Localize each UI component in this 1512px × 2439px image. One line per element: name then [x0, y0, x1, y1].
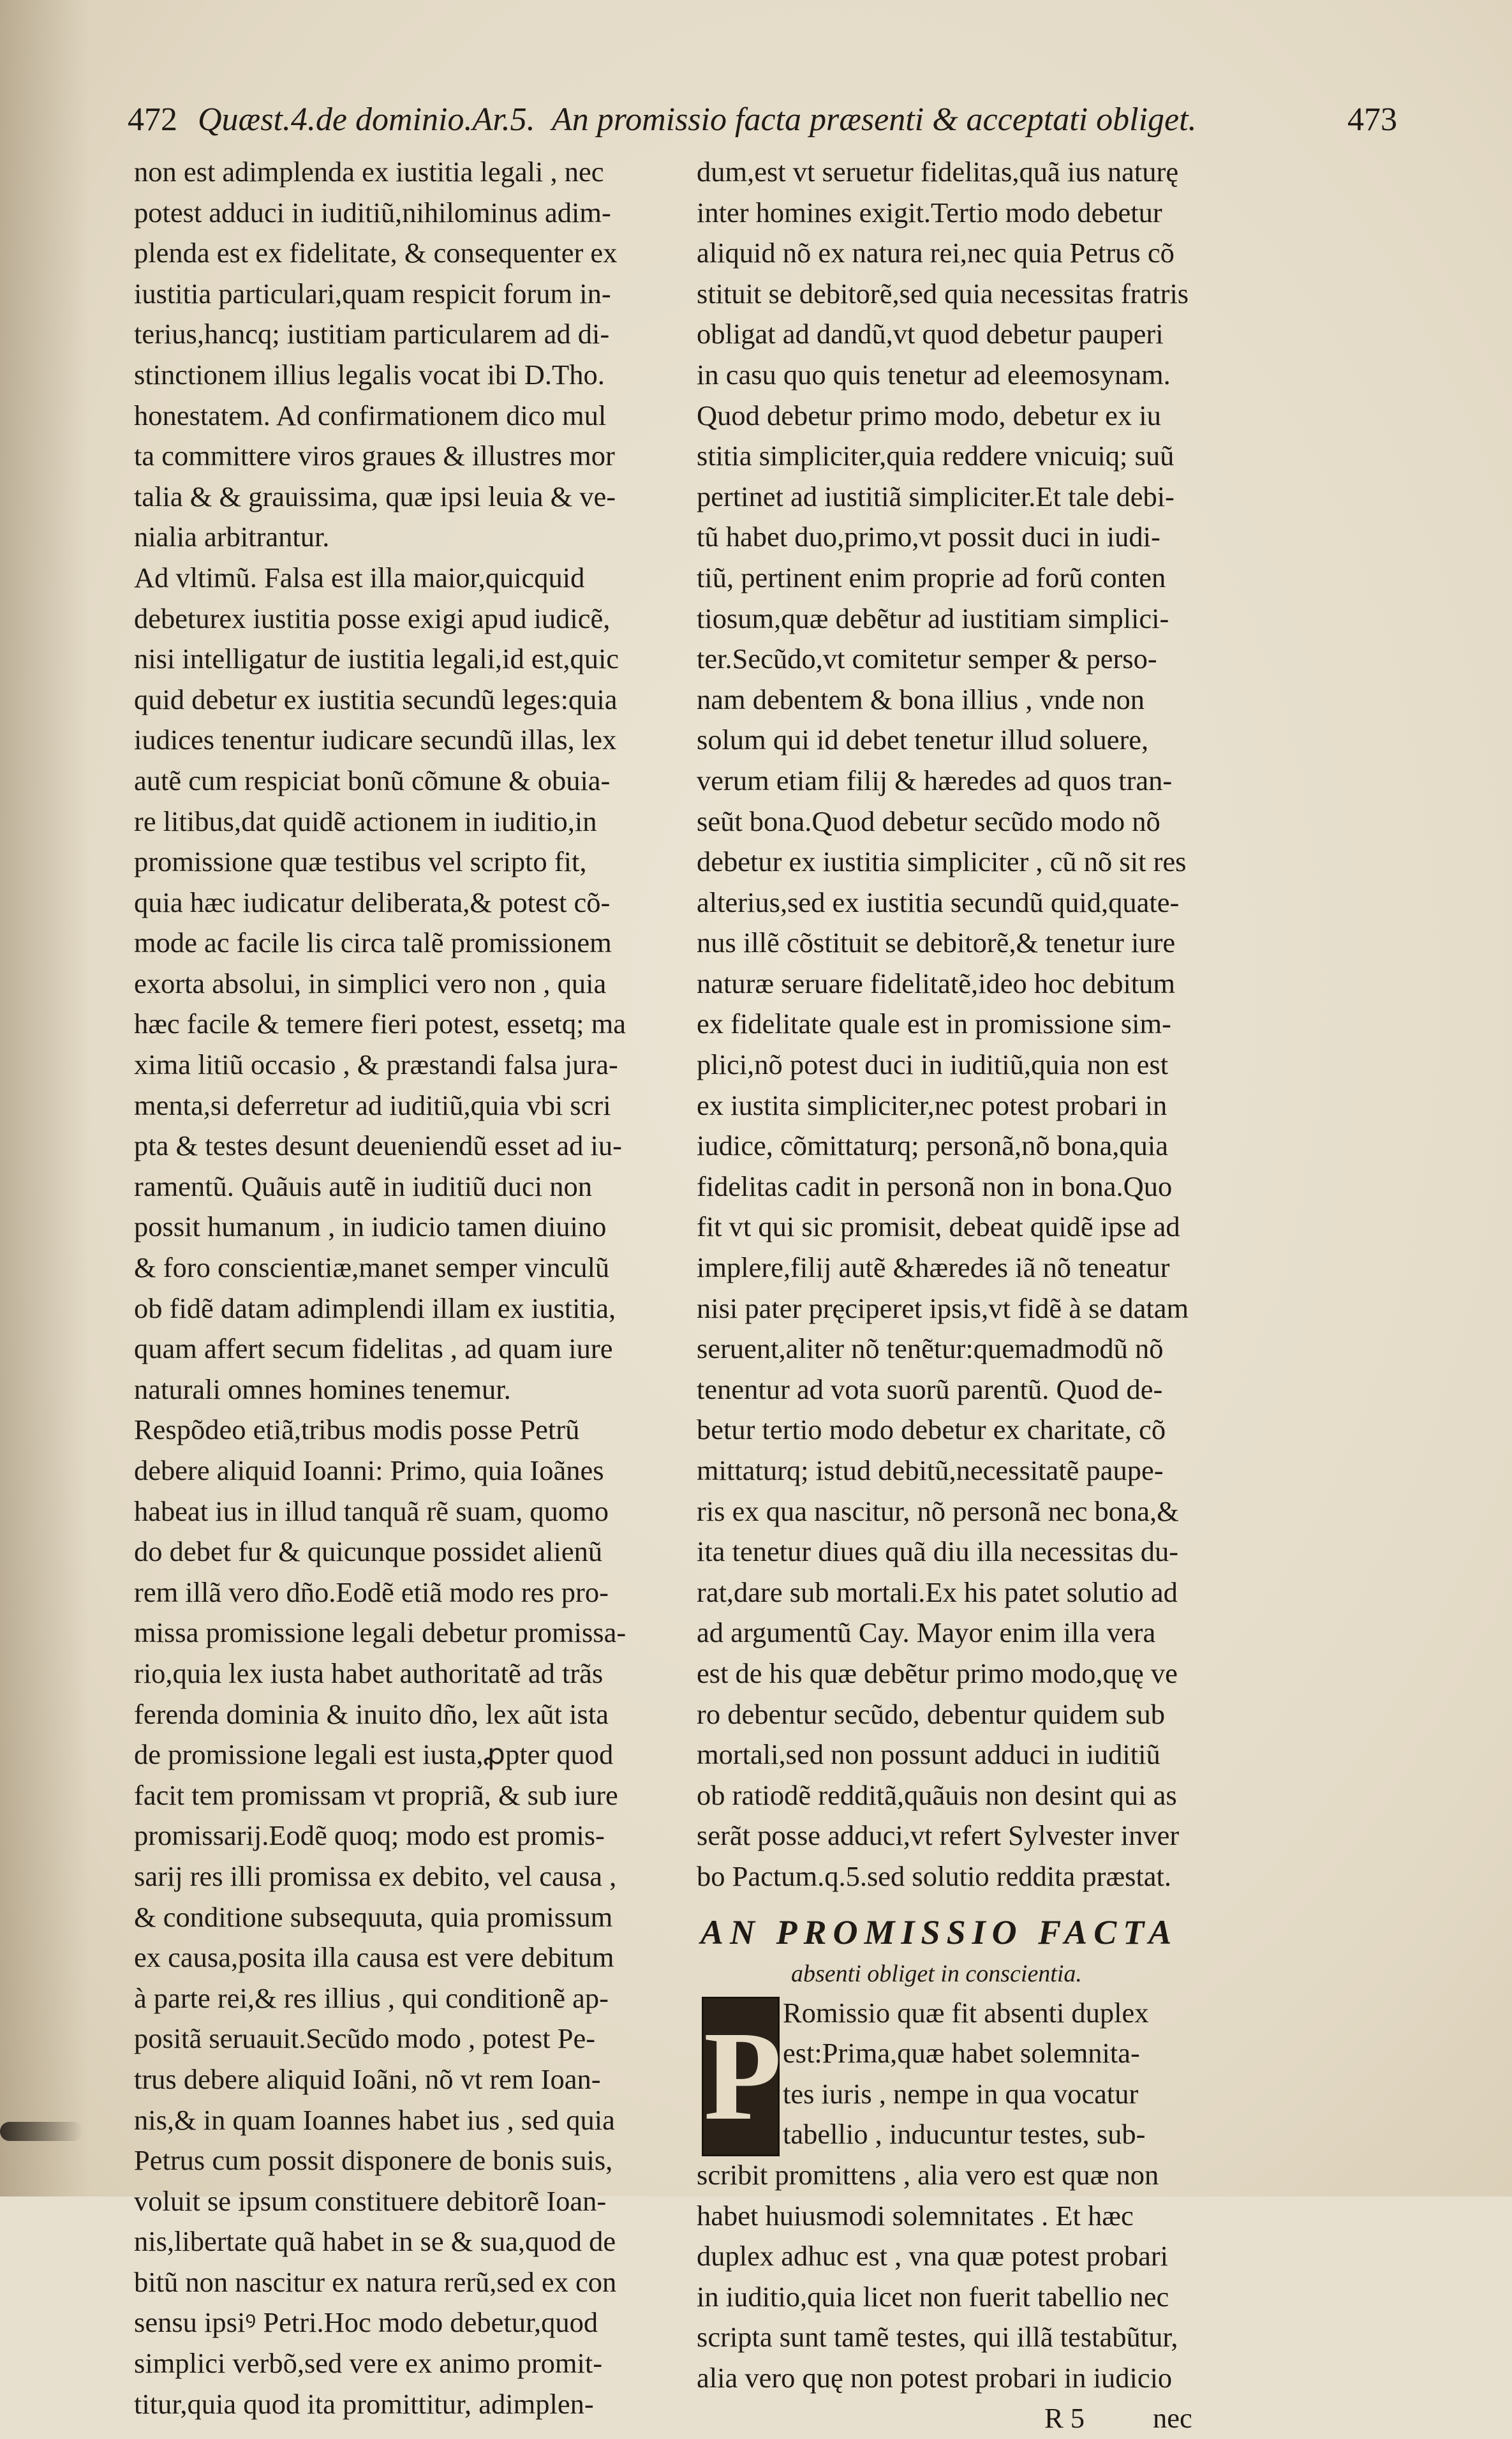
text-line: xima litiũ occasio , & præstandi falsa jura- [134, 1048, 618, 1081]
page-number-left: 472 [128, 101, 177, 138]
text-line: naturali omnes homines tenemur. [134, 1373, 511, 1405]
text-line: nis,& in quam Ioannes habet ius , sed quia [134, 2103, 615, 2136]
text-line: quia hæc iudicatur deliberata,& potest cõ- [134, 886, 611, 918]
text-line: scribit promittens , alia vero est quæ non [697, 2158, 1159, 2191]
text-line: tũ habet duo,primo,vt possit duci in iudi- [697, 521, 1160, 553]
running-title-left: Quæst.4.de dominio.Ar.5. [198, 101, 535, 138]
left-text-column [134, 152, 654, 2424]
text-line: dum,est vt seruetur fidelitas,quã ius naturę [697, 156, 1179, 188]
text-line: rem illã vero dño.Eodẽ etiã modo res pro- [134, 1576, 609, 1608]
text-line: mortali,sed non possunt adduci in iuditiũ [697, 1738, 1160, 1771]
text-line: ob ratiodẽ redditã,quãuis non desint qui as [697, 1779, 1177, 1811]
page-number-right: 473 [1347, 101, 1397, 138]
running-title-right: An promissio facta præsenti & acceptati obliget. [552, 101, 1197, 138]
text-line: est de his quæ debẽtur primo modo,quę ve [697, 1657, 1178, 1689]
text-line: ferenda dominia & inuito dño, lex aũt ista [134, 1697, 609, 1730]
text-line: fidelitas cadit in personã non in bona.Quo [697, 1170, 1173, 1202]
text-line: quid debetur ex iustitia secundũ leges:quia [134, 683, 618, 715]
text-line: verum etiam filij & hæredes ad quos tran- [697, 764, 1173, 796]
text-line: quam affert secum fidelitas , ad quam iure [134, 1332, 613, 1365]
text-line: ter.Secũdo,vt comitetur semper & perso- [697, 643, 1157, 675]
text-line: nialia arbitrantur. [134, 521, 330, 553]
text-line: plenda est ex fidelitate, & consequenter ex [134, 237, 618, 269]
text-line: habet huiusmodi solemnitates . Et hæc [697, 2199, 1134, 2232]
text-line: seũt bona.Quod debetur secũdo modo nõ [697, 805, 1160, 837]
text-line: ta committere viros graues & illustres mor [134, 440, 615, 472]
text-line: terius,hancq; iustitiam particularem ad di- [134, 318, 610, 350]
text-line: Ad vltimũ. Falsa est illa maior,quicquid [134, 561, 585, 593]
text-line: ex iustita simpliciter,nec potest probari in [697, 1089, 1167, 1121]
text-line: nisi intelligatur de iustitia legali,id est,quic [134, 643, 619, 675]
text-line: ro debentur secũdo, debentur quidem sub [697, 1697, 1166, 1730]
text-line: promissarij.Eodẽ quoq; modo est promis- [134, 1819, 605, 1852]
text-line: facit tem promissam vt propriã, & sub iure [134, 1779, 618, 1811]
catchword: nec [1153, 2402, 1192, 2435]
text-line: tes iuris , nempe in qua vocatur [783, 2077, 1139, 2110]
text-line: aliquid nõ ex natura rei,nec quia Petrus cõ [697, 237, 1175, 269]
text-line: iudice, cõmittaturq; personã,nõ bona,quia [697, 1130, 1168, 1162]
text-line: ad argumentũ Cay. Mayor enim illa vera [697, 1616, 1156, 1649]
text-line: simplici verbõ,sed vere ex animo promit- [134, 2347, 603, 2380]
text-line: in iuditio,quia licet non fuerit tabellio nec [697, 2280, 1169, 2313]
text-line: iustitia particulari,quam respicit forum in- [134, 277, 611, 310]
text-line: ob fidẽ datam adimplendi illam ex iustitia, [134, 1292, 616, 1324]
text-line: exorta absolui, in simplici vero non , quia [134, 967, 607, 999]
ink-smudge [0, 2122, 83, 2141]
signature-mark: R 5 [1044, 2402, 1085, 2435]
section-subtitle: absenti obliget in conscientia. [791, 1960, 1082, 1987]
text-line: promissione quæ testibus vel scripto fit, [134, 846, 587, 878]
text-line: tiosum,quæ debẽtur ad iustitiam simplici- [697, 602, 1169, 634]
text-line: trus debere aliquid Ioãni, nõ vt rem Ioan- [134, 2062, 601, 2095]
text-line: ex fidelitate quale est in promissione sim- [697, 1008, 1171, 1040]
text-line: autẽ cum respiciat bonũ cõmune & obuia- [134, 764, 611, 796]
text-line: stinctionem illius legalis vocat ibi D.Tho. [134, 358, 605, 391]
text-line: debeturex iustitia posse exigi apud iudicẽ, [134, 602, 611, 634]
text-line: nus illẽ cõstituit se debitorẽ,& tenetur iure [697, 927, 1176, 959]
text-line: iudices tenentur iudicare secundũ illas, lex [134, 724, 617, 756]
text-line: scripta sunt tamẽ testes, qui illã testabũtur, [697, 2321, 1178, 2353]
text-line: potest adduci in iuditiũ,nihilominus adim- [134, 196, 611, 228]
text-line: habeat ius in illud tanquã rẽ suam, quomo [134, 1495, 609, 1527]
text-line: tenentur ad vota suorũ parentũ. Quod de- [697, 1373, 1163, 1405]
text-line: nisi pater pręciperet ipsis,vt fidẽ à se datam [697, 1292, 1189, 1324]
text-line: titur,quia quod ita promittitur, adimplen- [134, 2387, 594, 2420]
text-line: positã seruauit.Secũdo modo , potest Pe- [134, 2022, 596, 2055]
text-line: rio,quia lex iusta habet authoritatẽ ad trãs [134, 1657, 604, 1689]
text-line: est:Prima,quæ habet solemnita- [783, 2037, 1140, 2070]
text-line: alia vero quę non potest probari in iudicio [697, 2361, 1173, 2394]
section-body [697, 1993, 1226, 2399]
text-line: plici,nõ potest duci in iuditiũ,quia non est [697, 1048, 1169, 1081]
text-line: do debet fur & quicunque possidet alienũ [134, 1535, 603, 1568]
text-line: debetur ex iustitia simpliciter , cũ nõ sit res [697, 846, 1187, 878]
text-line: bo Pactum.q.5.sed solutio reddita præstat. [697, 1860, 1172, 1892]
text-line: solum qui id debet tenetur illud soluere, [697, 724, 1149, 756]
text-line: sarij res illi promissa ex debito, vel causa , [134, 1860, 617, 1892]
text-line: tiũ, pertinent enim proprie ad forũ conten [697, 561, 1166, 593]
text-line: talia & & grauissima, quæ ipsi leuia & ve- [134, 480, 616, 512]
text-line: Respõdeo etiã,tribus modis posse Petrũ [134, 1413, 580, 1446]
text-line: sensu ipsiꝰ Petri.Hoc modo debetur,quod [134, 2306, 598, 2339]
text-line: mode ac facile lis circa talẽ promissionem [134, 927, 612, 959]
text-line: de promissione legali est iusta,ꝓpter quod [134, 1738, 614, 1771]
right-text-column [697, 152, 1226, 2439]
text-line: in casu quo quis tenetur ad eleemosynam. [697, 358, 1171, 391]
text-line: à parte rei,& res illius , qui conditionẽ ap- [134, 1981, 609, 2014]
text-line: non est adimplenda ex iustitia legali , nec [134, 156, 604, 188]
text-line: menta,si deferretur ad iuditiũ,quia vbi scri [134, 1089, 611, 1121]
text-line: missa promissione legali debetur promissa- [134, 1616, 626, 1649]
text-line: Romissio quæ fit absenti duplex [783, 1996, 1149, 2029]
text-line: & conditione subsequuta, quia promissum [134, 1900, 613, 1933]
text-line: serãt posse adduci,vt refert Sylvester inver [697, 1819, 1180, 1852]
text-line: nis,libertate quã habet in se & sua,quod de [134, 2225, 616, 2258]
text-line: ita tenetur diues quã diu illa necessitas du- [697, 1535, 1179, 1568]
signature-line [697, 2398, 1226, 2439]
text-line: re litibus,dat quidẽ actionem in iuditio,in [134, 805, 597, 837]
text-line: ramentũ. Quãuis autẽ in iuditiũ duci non [134, 1170, 593, 1202]
text-line: tabellio , inducuntur testes, sub- [783, 2118, 1146, 2151]
text-line: stituit se debitorẽ,sed quia necessitas fratris [697, 277, 1189, 310]
text-line: alterius,sed ex iustitia secundũ quid,quate- [697, 886, 1180, 918]
text-line: implere,filij autẽ &hæredes iã nõ teneatur [697, 1251, 1170, 1284]
text-line: ex causa,posita illa causa est vere debitum [134, 1941, 614, 1974]
right-column-top-text [697, 152, 1226, 1897]
text-line: Quod debetur primo modo, debetur ex iu [697, 399, 1161, 431]
section-title: AN PROMISSIO FACTA [700, 1913, 1178, 1951]
text-line: Petrus cum possit disponere de bonis suis, [134, 2144, 613, 2177]
text-line: pertinet ad iustitiã simpliciter.Et tale debi- [697, 480, 1175, 512]
text-line: voluit se ipsum constituere debitorẽ Ioan- [134, 2184, 607, 2217]
text-line: hæc facile & temere fieri potest, essetq; ma [134, 1008, 626, 1040]
text-line: & foro conscientiæ,manet semper vinculũ [134, 1251, 610, 1284]
text-line: stitia simpliciter,quia reddere vnicuiq; suũ [697, 440, 1175, 472]
text-line: honestatem. Ad confirmationem dico mul [134, 399, 607, 431]
text-line: possit humanum , in iudicio tamen diuino [134, 1211, 607, 1243]
text-line: inter homines exigit.Tertio modo debetur [697, 196, 1162, 228]
text-line: mittaturq; istud debitũ,necessitatẽ paupe- [697, 1454, 1164, 1486]
text-line: debere aliquid Ioanni: Primo, quia Ioãnes [134, 1454, 604, 1486]
running-header [128, 101, 1397, 152]
text-line: obligat ad dandũ,vt quod debetur pauperi [697, 318, 1164, 350]
binding-shadow [0, 0, 89, 2197]
text-line: betur tertio modo debetur ex charitate, cõ [697, 1413, 1166, 1446]
text-line: fit vt qui sic promisit, debeat quidẽ ipse ad [697, 1211, 1180, 1243]
text-line: ris ex qua nascitur, nõ personã nec bona,& [697, 1495, 1179, 1527]
decorated-initial: P [702, 1997, 780, 2156]
text-line: pta & testes desunt deueniendũ esset ad iu- [134, 1130, 622, 1162]
text-line: naturæ seruare fidelitatẽ,ideo hoc debitum [697, 967, 1176, 999]
text-line: bitũ non nascitur ex natura rerũ,sed ex con [134, 2265, 617, 2298]
text-line: rat,dare sub mortali.Ex his patet solutio ad [697, 1576, 1178, 1608]
text-line: nam debentem & bona illius , vnde non [697, 683, 1145, 715]
text-line: seruent,aliter nõ tenẽtur:quemadmodũ nõ [697, 1332, 1164, 1365]
text-line: duplex adhuc est , vna quæ potest probari [697, 2240, 1169, 2272]
